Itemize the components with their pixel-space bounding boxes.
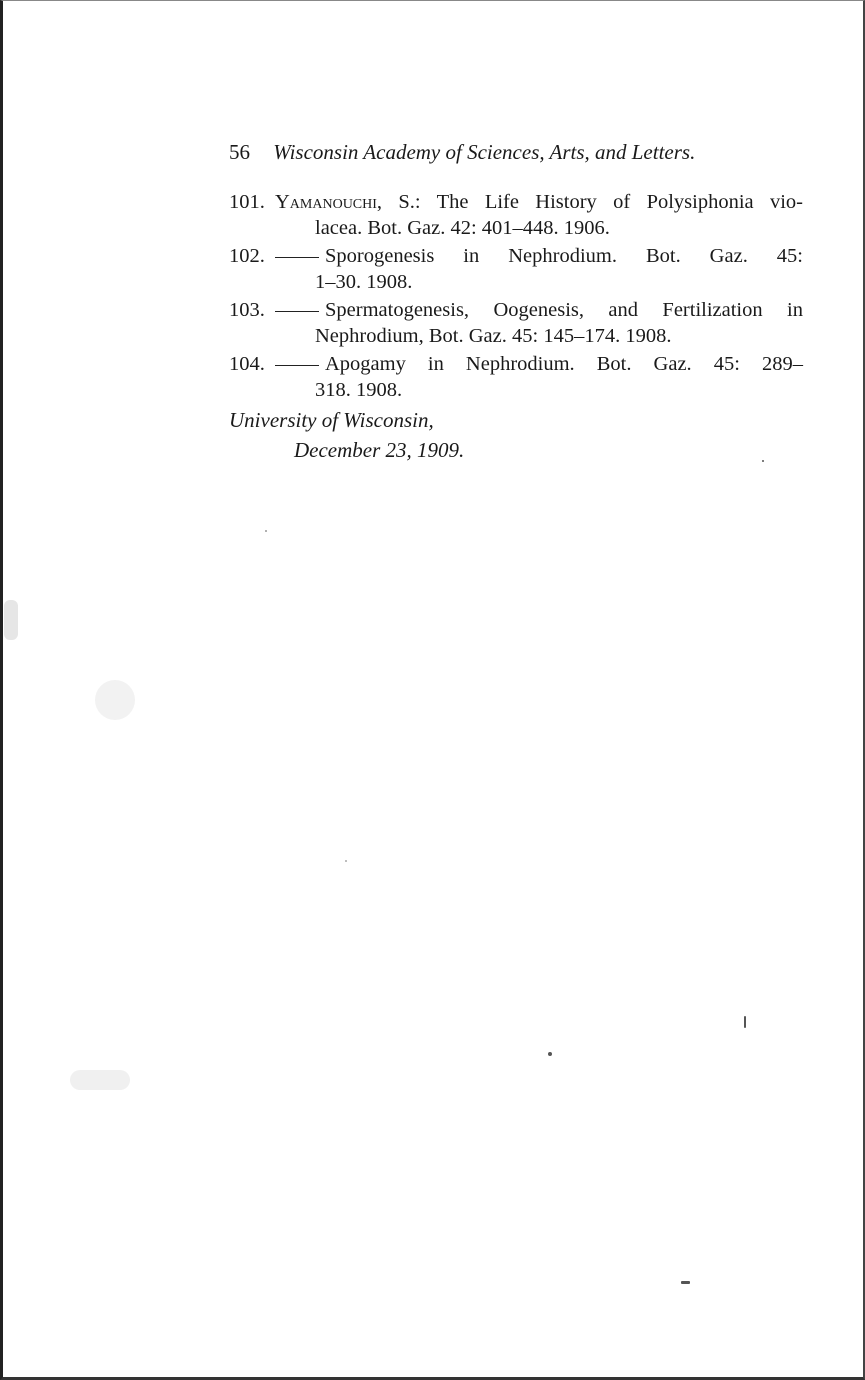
reference-continuation: 1–30. 1908. (315, 271, 413, 293)
reference-continuation: lacea. Bot. Gaz. 42: 401–448. 1906. (315, 217, 610, 239)
reference-line: Sporogenesis in Nephrodium. Bot. Gaz. 45: (325, 245, 803, 267)
reference-number: 101. (229, 191, 265, 213)
reference-item (229, 243, 803, 295)
signoff-date: December 23, 1909. (294, 438, 465, 462)
page-number: 56 (229, 140, 250, 164)
scan-speck (345, 860, 347, 862)
reference-number: 102. (229, 245, 265, 267)
running-header (229, 140, 804, 165)
reference-author: Yamanouchi (275, 191, 377, 213)
reference-list (229, 189, 803, 405)
scan-speck (95, 680, 135, 720)
reference-item (229, 297, 803, 349)
ditto-dash (275, 257, 319, 258)
ditto-dash (275, 365, 319, 366)
reference-item (229, 351, 803, 403)
reference-continuation: Nephrodium, Bot. Gaz. 45: 145–174. 1908. (315, 325, 672, 347)
scan-speck (681, 1281, 690, 1284)
scan-speck (762, 460, 764, 462)
scan-speck (70, 1070, 130, 1090)
scan-speck (744, 1016, 746, 1028)
scan-speck (548, 1052, 552, 1056)
ditto-dash (275, 311, 319, 312)
reference-line: Spermatogenesis, Oogenesis, and Fertilization in (325, 299, 803, 321)
scan-speck (4, 600, 18, 640)
signoff (229, 405, 464, 465)
reference-item (229, 189, 803, 241)
reference-line: The Life History of Polysiphonia vio- (436, 191, 803, 213)
reference-continuation: 318. 1908. (315, 379, 403, 401)
scan-speck (265, 530, 267, 532)
running-title: Wisconsin Academy of Sciences, Arts, and Letters. (273, 140, 696, 164)
reference-number: 103. (229, 299, 265, 321)
reference-author-suffix: , S.: (376, 191, 421, 213)
reference-number: 104. (229, 353, 265, 375)
signoff-institution: University of Wisconsin, (229, 408, 434, 432)
reference-line: Apogamy in Nephrodium. Bot. Gaz. 45: 289– (325, 353, 803, 375)
